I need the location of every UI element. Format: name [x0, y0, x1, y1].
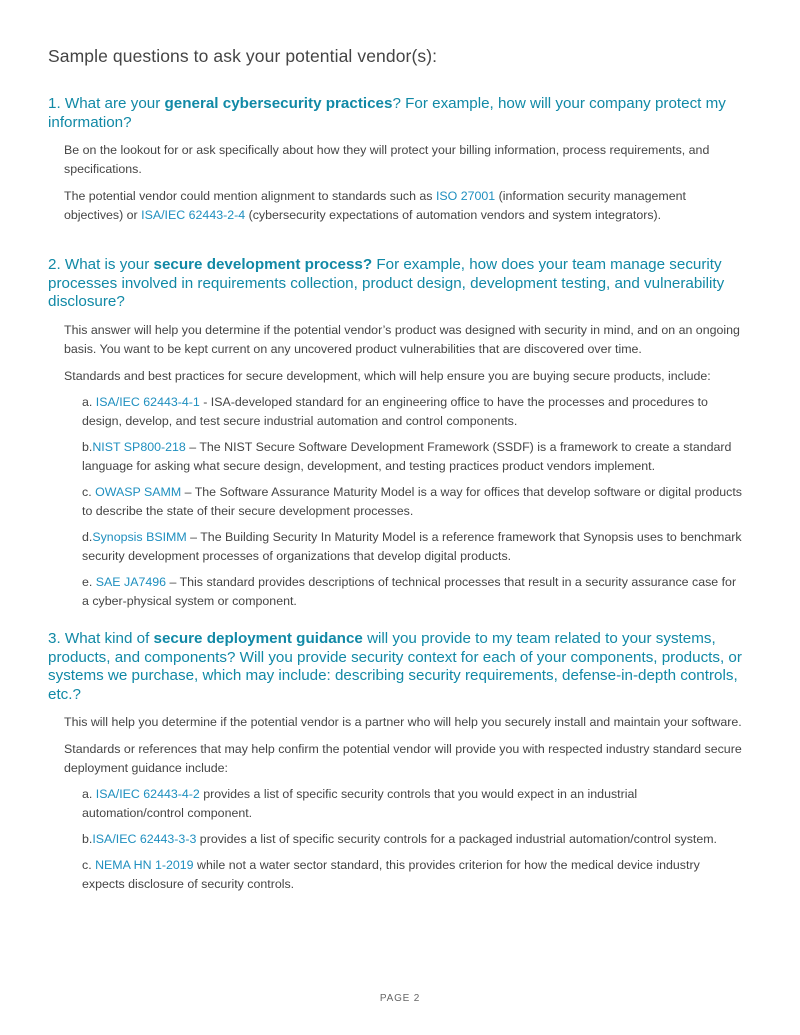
standard-link[interactable]: ISO 27001	[435, 189, 496, 203]
list-marker: e.	[82, 574, 96, 589]
question-section-2	[48, 256, 758, 611]
standard-link[interactable]: NIST SP800-218	[92, 439, 186, 454]
list-marker: b.	[82, 439, 93, 454]
list-marker: a.	[82, 394, 96, 409]
question-keyword: secure development process?	[153, 256, 373, 273]
list-marker: c.	[82, 484, 96, 499]
list-item	[82, 438, 742, 476]
question-prefix: 1. What are your	[48, 95, 165, 112]
list-marker: b.	[82, 832, 93, 846]
list-item-text: provides a list of specific security controls that you would expect in an industrial automation/control component.	[82, 787, 638, 820]
paragraph-text: (cybersecurity expectations of automation vendors and system integrators).	[245, 208, 662, 222]
list-item-text: – The Building Security In Maturity Model is a reference framework that Synopsis uses to benchmark security development processes of organizations that develop digital products.	[82, 529, 742, 563]
standard-link[interactable]: NEMA HN 1-2019	[95, 858, 194, 872]
paragraph-text: (information security management objectives) or	[64, 189, 686, 222]
paragraph-text: Standards and best practices for secure development, which will help ensure you are buying secure products, include:	[64, 368, 711, 383]
list-item-text: – The NIST Secure Software Development Framework (SSDF) is a framework to create a standard language for asking what secure design, development, and testing practices product vendors implement.	[82, 439, 732, 473]
list-marker: d.	[82, 529, 93, 544]
standard-link[interactable]: OWASP SAMM	[95, 484, 182, 499]
question-heading	[48, 630, 758, 704]
body-paragraph	[64, 740, 744, 778]
list-item	[82, 528, 742, 566]
body-paragraph	[64, 367, 744, 386]
list-item	[82, 830, 742, 849]
list-item-text: – This standard provides descriptions of technical processes that result in a security assurance case for a cyber-physical system or component.	[82, 574, 737, 608]
page-number: PAGE 2	[379, 993, 421, 1004]
question-heading	[48, 95, 758, 132]
question-heading	[48, 256, 758, 312]
page-title: Sample questions to ask your potential vendor(s):	[48, 46, 438, 66]
question-prefix: 3. What kind of	[48, 630, 154, 647]
standard-link[interactable]: SAE JA7496	[95, 574, 167, 589]
list-item	[82, 856, 742, 894]
list-item	[82, 785, 742, 823]
question-suffix: For example, how does your team manage security processes involved in requirements collection, product design, development testing, and vulnerability disclosure?	[48, 256, 725, 310]
list-item	[82, 483, 742, 521]
question-prefix: 2. What is your	[48, 256, 154, 273]
list-marker: c.	[82, 858, 96, 872]
standard-link[interactable]: ISA/IEC 62443-4-2	[95, 787, 200, 801]
standard-link[interactable]: ISA/IEC 62443-4-1	[95, 394, 200, 409]
list-item-text: provides a list of specific security controls for a packaged industrial automation/control system.	[196, 832, 718, 846]
body-paragraph	[64, 141, 744, 179]
question-keyword: secure deployment guidance	[153, 630, 363, 647]
body-paragraph	[64, 713, 744, 732]
question-section-1	[48, 95, 758, 225]
body-paragraph	[64, 187, 744, 225]
question-suffix: will you provide to my team related to your systems, products, and components? Will you provide security context for each of your components, products, or systems we purchase, which may include: describing security requirements, defense-in-depth controls, etc.?	[48, 630, 742, 703]
standard-link[interactable]: ISA/IEC 62443-3-3	[92, 832, 197, 846]
list-item	[82, 573, 742, 611]
list-item	[82, 393, 742, 431]
paragraph-text: This answer will help you determine if the potential vendor’s product was designed with security in mind, and on an ongoing basis. You want to be kept current on any uncovered product vulnerabilities that are discovered over time.	[64, 322, 740, 356]
question-section-3	[48, 630, 758, 894]
question-keyword: general cybersecurity practices	[164, 95, 393, 112]
paragraph-text: Standards or references that may help confirm the potential vendor will provide you with respected industry standard secure deployment guidance include:	[64, 742, 742, 775]
paragraph-text: This will help you determine if the potential vendor is a partner who will help you securely install and maintain your software.	[64, 715, 742, 729]
question-suffix: ? For example, how will your company protect my information?	[48, 95, 726, 131]
paragraph-text: The potential vendor could mention alignment to standards such as	[64, 189, 436, 203]
list-marker: a.	[82, 787, 96, 801]
standard-link[interactable]: Synopsis BSIMM	[92, 529, 187, 544]
standard-link[interactable]: ISA/IEC 62443-2-4	[141, 208, 246, 222]
list-item-text: – The Software Assurance Maturity Model is a way for offices that develop software or digital products to describe the state of their secure development processes.	[82, 484, 742, 518]
list-item-text: - ISA-developed standard for an engineering office to have the processes and procedures to design, develop, and test secure industrial automation and control components.	[82, 394, 708, 428]
body-paragraph	[64, 321, 744, 359]
paragraph-text: Be on the lookout for or ask specifically about how they will protect your billing information, process requirements, and specifications.	[64, 143, 710, 176]
list-item-text: while not a water sector standard, this provides criterion for how the medical device industry expects disclosure of security controls.	[82, 858, 700, 891]
